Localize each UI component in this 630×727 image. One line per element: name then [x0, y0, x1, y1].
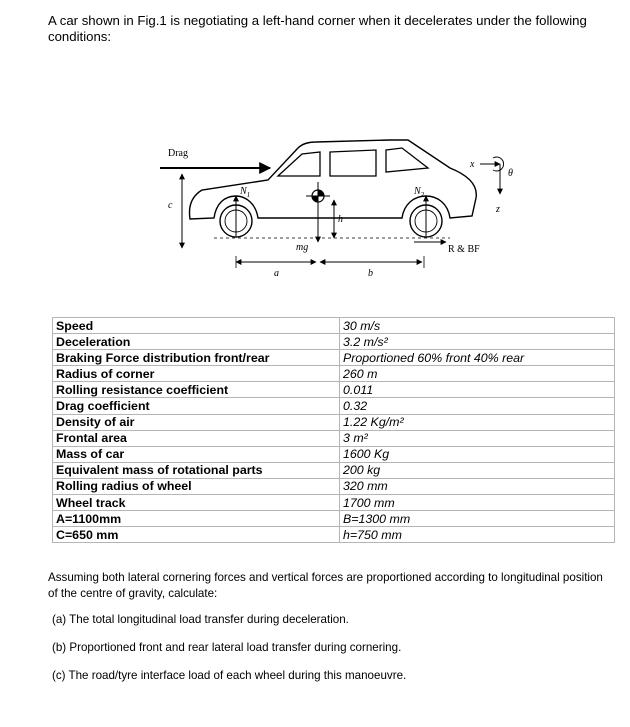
parameter-row [53, 462, 615, 478]
a-label: a [274, 268, 279, 279]
theta-label: θ [508, 168, 513, 179]
questions-section [48, 570, 608, 696]
parameter-row [53, 398, 615, 414]
parameter-value: 1700 mm [340, 495, 615, 511]
parameter-value: h=750 mm [340, 527, 615, 543]
z-axis-label: z [496, 204, 500, 215]
car-force-diagram [150, 124, 520, 284]
car-diagram-svg [150, 124, 520, 284]
problem-intro: A car shown in Fig.1 is negotiating a left-hand corner when it decelerates under the following conditions: [48, 13, 587, 44]
parameter-label: Braking Force distribution front/rear [53, 350, 340, 366]
parameter-value: Proportioned 60% front 40% rear [340, 350, 615, 366]
parameter-row [53, 318, 615, 334]
rear-quarter-window [386, 148, 428, 172]
drag-label: Drag [168, 148, 188, 159]
b-label: b [368, 268, 373, 279]
front-window [278, 152, 320, 176]
parameter-value: 200 kg [340, 462, 615, 478]
parameter-value: 30 m/s [340, 318, 615, 334]
x-axis-label: x [470, 159, 475, 170]
parameter-label: Wheel track [53, 495, 340, 511]
parameter-label: Deceleration [53, 334, 340, 350]
parameter-row [53, 495, 615, 511]
c-label: c [168, 200, 173, 211]
parameter-value: 0.011 [340, 382, 615, 398]
question-a: (a) The total longitudinal load transfer during deceleration. [52, 613, 349, 626]
question-b: (b) Proportioned front and rear lateral load transfer during cornering. [52, 641, 402, 654]
parameter-label: Radius of corner [53, 366, 340, 382]
parameter-label: Mass of car [53, 446, 340, 462]
parameter-value: 320 mm [340, 478, 615, 494]
rear-window [330, 150, 376, 176]
parameter-value: 0.32 [340, 398, 615, 414]
parameter-row [53, 334, 615, 350]
parameter-label: A=1100mm [53, 511, 340, 527]
parameter-label: Drag coefficient [53, 398, 340, 414]
parameter-value: 3.2 m/s² [340, 334, 615, 350]
n2-label: $N_2$ [414, 186, 425, 199]
parameter-label: Rolling resistance coefficient [53, 382, 340, 398]
parameter-label: Density of air [53, 414, 340, 430]
parameter-row [53, 511, 615, 527]
parameter-row [53, 478, 615, 494]
parameter-label: C=650 mm [53, 527, 340, 543]
parameter-row [53, 414, 615, 430]
mg-label: mg [296, 242, 309, 253]
parameter-value: 3 m² [340, 430, 615, 446]
parameter-value: 260 m [340, 366, 615, 382]
rbf-label: R & BF [448, 244, 480, 255]
assumption-text: Assuming both lateral cornering forces and vertical forces are proportioned according to longitudinal position of the centre of gravity, calculate: [48, 571, 603, 600]
parameter-value: B=1300 mm [340, 511, 615, 527]
parameter-value: 1.22 Kg/m² [340, 414, 615, 430]
h-label: h [338, 214, 343, 225]
parameter-label: Equivalent mass of rotational parts [53, 462, 340, 478]
parameter-row [53, 527, 615, 543]
parameter-label: Frontal area [53, 430, 340, 446]
parameter-row [53, 446, 615, 462]
parameter-row [53, 366, 615, 382]
parameter-label: Speed [53, 318, 340, 334]
n1-label: $N_1$ [240, 186, 251, 199]
parameter-value: 1600 Kg [340, 446, 615, 462]
parameter-row [53, 350, 615, 366]
question-c: (c) The road/tyre interface load of each wheel during this manoeuvre. [52, 669, 407, 682]
parameter-label: Rolling radius of wheel [53, 478, 340, 494]
parameters-table [52, 317, 615, 543]
parameter-row [53, 382, 615, 398]
parameter-row [53, 430, 615, 446]
